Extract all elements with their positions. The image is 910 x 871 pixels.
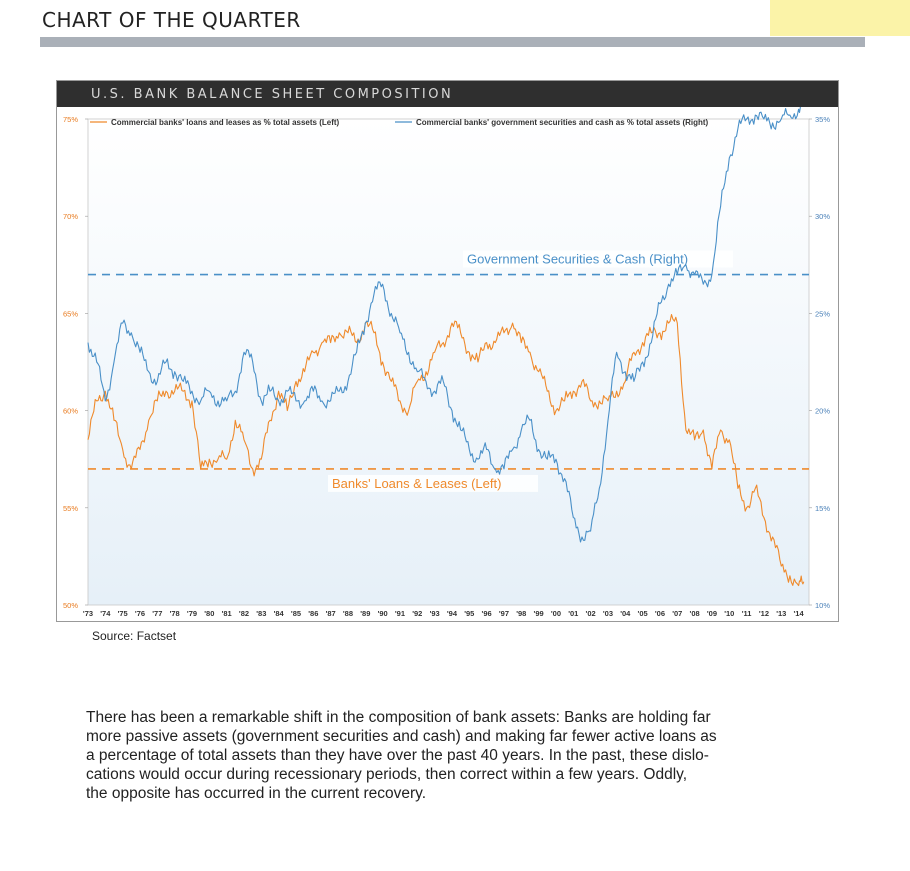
x-tick-label: '88 [342, 609, 354, 618]
y-left-tick-label: 55% [63, 503, 79, 513]
x-tick-label: '92 [412, 609, 423, 618]
x-tick-label: '74 [100, 609, 111, 618]
x-tick-label: '12 [758, 609, 770, 618]
x-tick-label: '02 [585, 609, 596, 618]
x-tick-label: '94 [446, 609, 458, 618]
chart-header [57, 81, 838, 107]
y-left-tick-label: 75% [63, 115, 79, 124]
y-right-tick-label: 15% [815, 503, 831, 513]
chart-title: U.S. BANK BALANCE SHEET COMPOSITION [91, 87, 454, 102]
x-tick-label: '97 [498, 609, 510, 618]
y-left-tick-label: 60% [63, 406, 79, 416]
x-tick-label: '86 [308, 609, 319, 618]
x-tick-label: '04 [620, 609, 631, 618]
x-tick-label: '06 [654, 609, 666, 618]
y-right-tick-label: 20% [815, 406, 831, 416]
page-title: CHART OF THE QUARTER [42, 8, 301, 32]
x-tick-label: '87 [325, 609, 336, 618]
x-tick-label: '00 [550, 609, 562, 618]
x-tick-label: '95 [464, 609, 475, 618]
x-tick-label: '85 [290, 609, 302, 618]
x-tick-label: '73 [82, 609, 94, 618]
y-left-tick-label: 70% [63, 212, 79, 222]
x-tick-label: '08 [689, 609, 700, 618]
x-tick-label: '81 [221, 609, 232, 618]
x-tick-label: '10 [724, 609, 735, 618]
x-tick-label: '83 [256, 609, 267, 618]
source-note: Source: Factset [92, 629, 177, 643]
x-tick-label: '82 [238, 609, 250, 618]
y-right-tick-label: 10% [815, 601, 831, 610]
x-tick-label: '91 [394, 609, 406, 618]
x-tick-label: '98 [516, 609, 527, 618]
x-tick-label: '99 [533, 609, 544, 618]
x-tick-label: '96 [481, 609, 492, 618]
chart-frame [56, 80, 839, 622]
x-tick-label: '13 [776, 609, 787, 618]
y-right-tick-label: 35% [815, 115, 831, 124]
x-tick-label: '01 [568, 609, 579, 618]
reference-label-loans: Banks' Loans & Leases (Left) [332, 475, 502, 491]
legend-label-securities: Commercial banks' government securities and cash as % total assets (Right) [416, 118, 709, 127]
x-tick-label: '78 [169, 609, 180, 618]
x-tick-label: '11 [741, 609, 752, 618]
x-tick-label: '09 [706, 609, 718, 618]
x-tick-label: '89 [360, 609, 371, 618]
x-tick-label: '03 [602, 609, 614, 618]
x-tick-label: '93 [429, 609, 440, 618]
x-tick-label: '77 [152, 609, 163, 618]
legend-label-loans: Commercial banks' loans and leases as % total assets (Left) [111, 118, 340, 127]
y-left-tick-label: 50% [63, 601, 79, 610]
sticky-note [770, 0, 910, 36]
x-tick-label: '14 [793, 609, 804, 618]
x-tick-label: '05 [637, 609, 648, 618]
plot-area [88, 119, 809, 605]
x-tick-label: '80 [204, 609, 215, 618]
title-rule [40, 37, 865, 47]
x-tick-label: '07 [672, 609, 683, 618]
y-right-tick-label: 25% [815, 309, 831, 319]
x-tick-label: '84 [273, 609, 284, 618]
x-tick-label: '90 [377, 609, 388, 618]
x-tick-label: '79 [186, 609, 198, 618]
x-tick-label: '76 [134, 609, 146, 618]
x-tick-label: '75 [117, 609, 128, 618]
y-left-tick-label: 65% [63, 309, 79, 319]
reference-label-securities: Government Securities & Cash (Right) [467, 251, 689, 267]
commentary-paragraph: There has been a remarkable shift in the composition of bank assets: Banks are holding far more passive assets (government securities and cash) and making far fewer active loans as a percentage of total assets than they have over the past 40 years. In the past, these dislo- cations would occur during recessionary periods, then correct within a few years. Oddly, the opposite has occurred in the current recovery. [86, 709, 717, 802]
chart-plot [57, 107, 838, 621]
y-right-tick-label: 30% [815, 212, 831, 222]
